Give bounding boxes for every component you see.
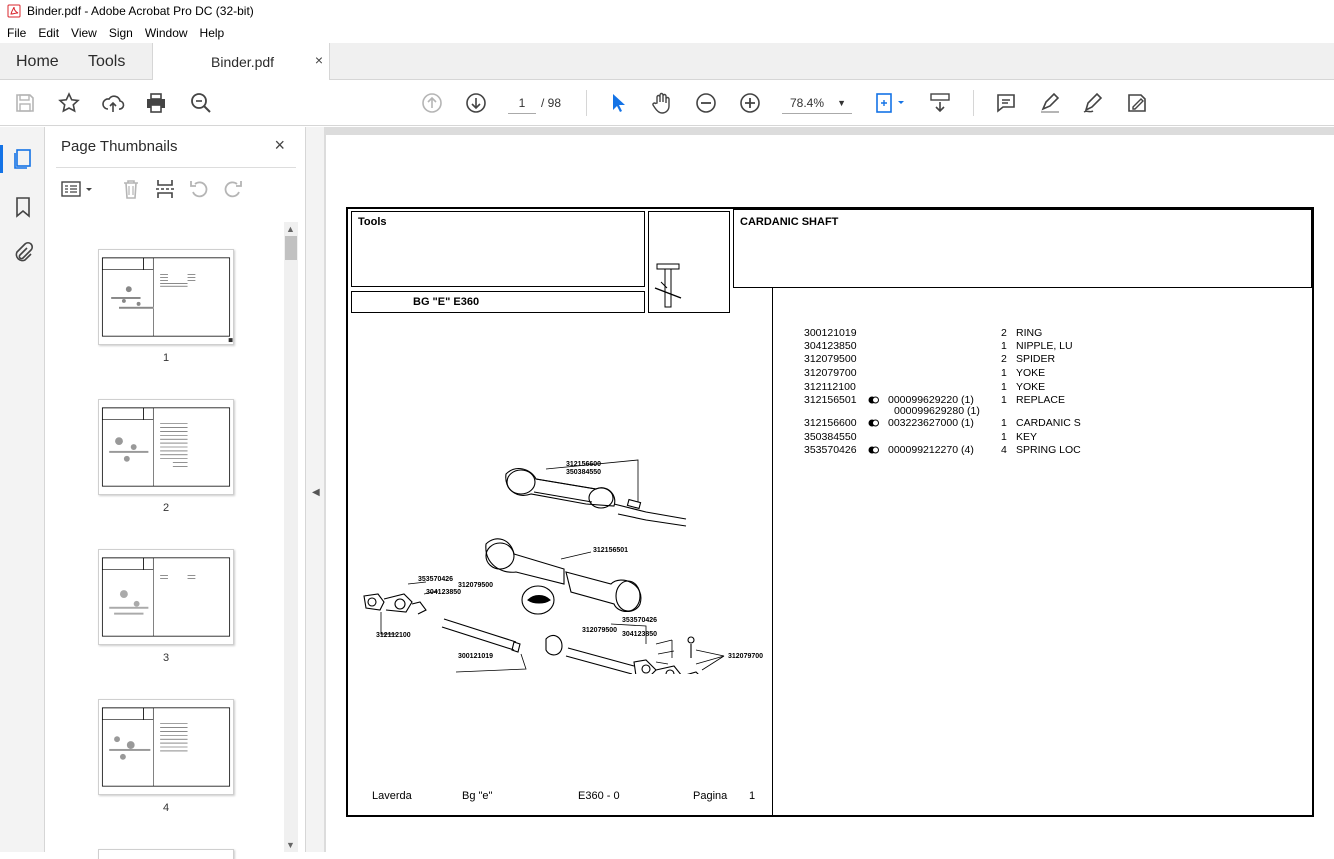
select-cursor-icon[interactable] [606,91,630,115]
hand-pan-icon[interactable] [650,91,674,115]
chevron-down-icon: ▼ [837,98,846,108]
part-quantity: 1 [1001,367,1007,379]
header-tools-label: Tools [358,216,387,228]
model-box [351,291,645,313]
diagram-label-312079500-right: 312079500 [582,627,618,634]
close-tab-icon[interactable]: × [314,52,323,68]
extract-page-icon[interactable] [153,177,177,201]
part-reference: 003223627000 (1) [888,417,974,429]
toolbar-divider [973,90,974,116]
rotate-left-icon[interactable] [187,177,211,201]
part-code: 304123850 [804,340,857,352]
part-description: YOKE [1016,367,1046,379]
part-quantity: 4 [1001,444,1007,456]
main-toolbar [0,80,1334,126]
collapse-panel-icon[interactable]: ◀ [312,487,320,498]
thumbnail-scrollbar[interactable] [284,222,298,852]
part-quantity: 1 [1001,431,1007,443]
bookmarks-icon[interactable] [11,195,35,219]
page-frame [346,207,1314,817]
panel-collapse-bar[interactable] [306,127,324,852]
print-icon[interactable] [144,91,168,115]
page-thumbnails-panel [46,127,306,852]
zoom-level-select[interactable] [782,92,852,114]
document-viewer [324,127,1334,852]
replacement-marker-icon [868,446,879,454]
menu-view[interactable]: View [71,25,97,40]
attachments-paperclip-icon[interactable] [11,241,35,265]
replacement-marker-icon [868,396,879,404]
diagram-label-353570426-left: 353570426 [418,576,454,583]
zoom-level-value: 78.4% [790,96,825,110]
bookmark-star-icon[interactable] [57,91,81,115]
page-total: / 98 [541,96,562,110]
wrench-tool-icon [653,262,683,310]
part-quantity: 2 [1001,327,1007,339]
cardanic-shaft-diagram [356,444,776,674]
replacement-marker-icon [868,419,879,427]
pdf-page [326,135,1334,852]
part-quantity: 1 [1001,394,1007,406]
thumbnail-options-icon[interactable] [60,177,96,201]
thumbnail-label: 4 [162,802,170,814]
part-description: REPLACE [1016,394,1066,406]
part-code: 312079500 [804,353,857,365]
menu-help[interactable]: Help [199,25,225,40]
draw-pen-icon[interactable] [1081,91,1105,115]
diagram-label-304123850-left: 304123850 [426,589,462,596]
delete-page-icon[interactable] [119,177,143,201]
part-description: RING [1016,327,1043,339]
header-tools-box [351,211,645,287]
search-zoom-icon[interactable] [189,91,213,115]
page-fit-icon[interactable] [873,91,909,115]
page-thumbnail-2[interactable] [98,399,234,495]
page-number-input[interactable]: 1 [508,92,536,114]
part-code: 312156501 [804,394,857,406]
active-indicator [0,145,3,173]
panel-title: Page Thumbnails [61,138,178,155]
menu-edit[interactable]: Edit [38,25,60,40]
part-description: YOKE [1016,381,1046,393]
diagram-label-312079700: 312079700 [728,653,764,660]
tab-home[interactable]: Home [16,53,59,70]
part-quantity: 1 [1001,417,1007,429]
footer-brand: Laverda [372,790,412,802]
part-code: 312079700 [804,367,857,379]
next-page-icon[interactable] [464,91,488,115]
diagram-label-312112100: 312112100 [376,632,411,639]
scrollbar-thumb[interactable] [285,236,297,260]
tab-bar [0,43,1334,80]
zoom-in-icon[interactable] [738,91,762,115]
part-code: 300121019 [804,327,857,339]
diagram-label-304123850-right: 304123850 [622,631,658,638]
diagram-label-312079500-left: 312079500 [458,582,494,589]
footer-model: Bg "e" [462,790,493,802]
header-title-box [733,209,1312,288]
menu-sign[interactable]: Sign [108,25,133,40]
part-code: 312112100 [804,381,856,393]
upload-cloud-icon[interactable] [101,91,125,115]
part-code: 353570426 [804,444,857,456]
scroll-mode-icon[interactable] [928,91,952,115]
tab-tools[interactable]: Tools [88,53,126,70]
part-description: SPRING LOC [1016,444,1081,456]
acrobat-pdf-icon [7,4,21,18]
footer-page-label: Pagina [693,790,728,802]
diagram-label-312156501: 312156501 [593,547,629,554]
menu-bar [0,22,1334,43]
part-reference: 000099212270 (4) [888,444,974,456]
diagram-label-353570426-right: 353570426 [622,617,658,624]
diagram-label-300121019: 300121019 [458,653,494,660]
close-panel-icon[interactable]: × [274,135,285,155]
scroll-down-icon[interactable]: ▼ [286,840,295,850]
part-quantity: 2 [1001,353,1007,365]
page-thumbnail-4[interactable] [98,699,234,795]
footer-code: E360 - 0 [578,790,620,802]
part-description: CARDANIC S [1016,417,1081,429]
part-code: 350384550 [804,431,857,443]
footer-page-number: 1 [749,790,756,802]
page-thumbnail-5[interactable] [98,849,234,859]
left-navigation-rail [0,127,45,852]
page-thumbnails-icon[interactable] [11,147,35,171]
zoom-out-icon[interactable] [694,91,718,115]
panel-divider [56,167,296,168]
part-quantity: 1 [1001,340,1007,352]
thumbnail-label: 3 [162,652,170,664]
scroll-up-icon[interactable]: ▲ [286,224,295,234]
part-description: NIPPLE, LU [1016,340,1073,352]
diagram-label-312156600: 312156600 [566,461,602,468]
part-description: SPIDER [1016,353,1056,365]
menu-window[interactable]: Window [144,25,188,40]
previous-page-icon[interactable] [420,91,444,115]
model-label: BG "E" E360 [413,296,480,308]
window-title: Binder.pdf - Adobe Acrobat Pro DC (32-bit) [27,4,254,18]
section-title: CARDANIC SHAFT [740,216,839,228]
title-bar [0,0,1334,22]
diagram-label-350384550: 350384550 [566,469,602,476]
save-icon[interactable] [13,91,37,115]
part-reference-secondary: 000099629280 (1) [894,405,980,417]
part-code: 312156600 [804,417,857,429]
tab-document-label: Binder.pdf [211,54,275,70]
tool-icon-box [648,211,730,313]
part-description: KEY [1016,431,1038,443]
page-thumbnail-1[interactable] [98,249,234,345]
page-thumbnail-3[interactable] [98,549,234,645]
thumbnail-label: 2 [162,502,170,514]
tab-document[interactable] [152,43,330,80]
rotate-right-icon[interactable] [221,177,245,201]
part-quantity: 1 [1001,381,1007,393]
comment-icon[interactable] [994,91,1018,115]
toolbar-divider [586,90,587,116]
highlight-pen-icon[interactable] [1038,91,1062,115]
fill-sign-icon[interactable] [1125,91,1149,115]
menu-file[interactable]: File [7,25,27,40]
part-reference: 000099629220 (1) [888,394,974,406]
thumbnail-label: 1 [162,352,170,364]
